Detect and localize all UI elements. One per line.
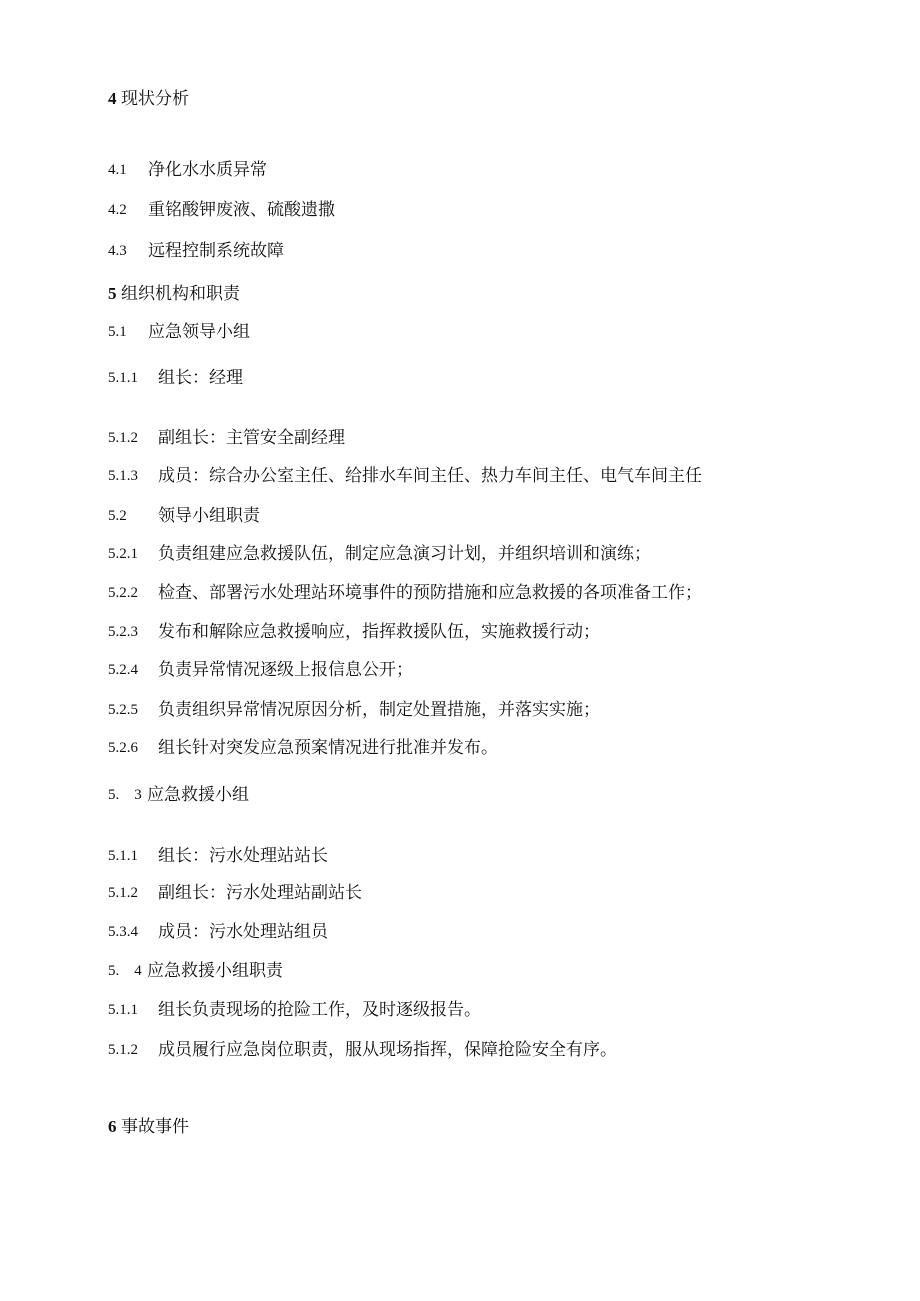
item-text: 组长针对突发应急预案情况进行批准并发布。 — [158, 738, 498, 758]
subsection-title: 领导小组职责 — [158, 506, 260, 526]
item-text: 负责组织异常情况原因分析，制定处置措施，并落实实施； — [158, 700, 600, 720]
item-number: 5.2.2 — [108, 585, 138, 601]
item-text: 发布和解除应急救援响应，指挥救援队伍，实施救援行动； — [158, 622, 600, 642]
item-number: 5.2.3 — [108, 624, 138, 640]
subsection-number: 5.2 — [108, 508, 127, 524]
item-text: 副组长：污水处理站副站长 — [158, 883, 362, 903]
subsection-title: 应急领导小组 — [148, 322, 250, 342]
item-number: 5.1.1 — [108, 1002, 138, 1018]
item-text: 组长负责现场的抢险工作，及时逐级报告。 — [158, 1000, 481, 1020]
item-number: 5.2.4 — [108, 662, 138, 678]
item-text: 检查、部署污水处理站环境事件的预防措施和应急救援的各项准备工作； — [158, 583, 702, 603]
subsection-number: 5. 4 — [108, 963, 142, 979]
section-title: 现状分析 — [121, 89, 189, 109]
item-number: 5.1.2 — [108, 885, 138, 901]
item-number: 5.2.6 — [108, 740, 138, 756]
item-number: 5.3.4 — [108, 924, 138, 940]
item-text: 副组长：主管安全副经理 — [158, 428, 345, 448]
item-number: 5.1.3 — [108, 468, 138, 484]
subsection-title: 远程控制系统故障 — [148, 241, 284, 261]
item-number: 5.2.5 — [108, 702, 138, 718]
subsection-number: 4.1 — [108, 162, 127, 178]
item-number: 5.1.1 — [108, 848, 138, 864]
item-number: 5.2.1 — [108, 546, 138, 562]
subsection-title: 净化水水质异常 — [148, 160, 267, 180]
item-text: 组长：经理 — [158, 368, 243, 388]
section-number: 6 — [108, 1117, 117, 1136]
subsection-number: 5. 3 — [108, 787, 142, 803]
item-number: 5.1.1 — [108, 370, 138, 386]
subsection-number: 4.3 — [108, 243, 127, 259]
subsection-title: 重铭酸钾废液、硫酸遗撒 — [148, 200, 335, 220]
subsection-title: 应急救援小组 — [147, 785, 249, 805]
section-title: 事故事件 — [121, 1117, 189, 1137]
item-text: 负责异常情况逐级上报信息公开； — [158, 660, 413, 680]
item-text: 成员：综合办公室主任、给排水车间主任、热力车间主任、电气车间主任 — [158, 466, 702, 486]
subsection-number: 5.1 — [108, 324, 127, 340]
section-title: 组织机构和职责 — [121, 284, 240, 304]
section-number: 4 — [108, 89, 117, 108]
subsection-number: 4.2 — [108, 202, 127, 218]
item-number: 5.1.2 — [108, 1042, 138, 1058]
item-text: 组长：污水处理站站长 — [158, 846, 328, 866]
item-text: 负责组建应急救援队伍，制定应急演习计划，并组织培训和演练； — [158, 544, 651, 564]
item-number: 5.1.2 — [108, 430, 138, 446]
section-number: 5 — [108, 284, 117, 303]
subsection-title: 应急救援小组职责 — [147, 961, 283, 981]
item-text: 成员：污水处理站组员 — [158, 922, 328, 942]
item-text: 成员履行应急岗位职责，服从现场指挥，保障抢险安全有序。 — [158, 1040, 617, 1060]
